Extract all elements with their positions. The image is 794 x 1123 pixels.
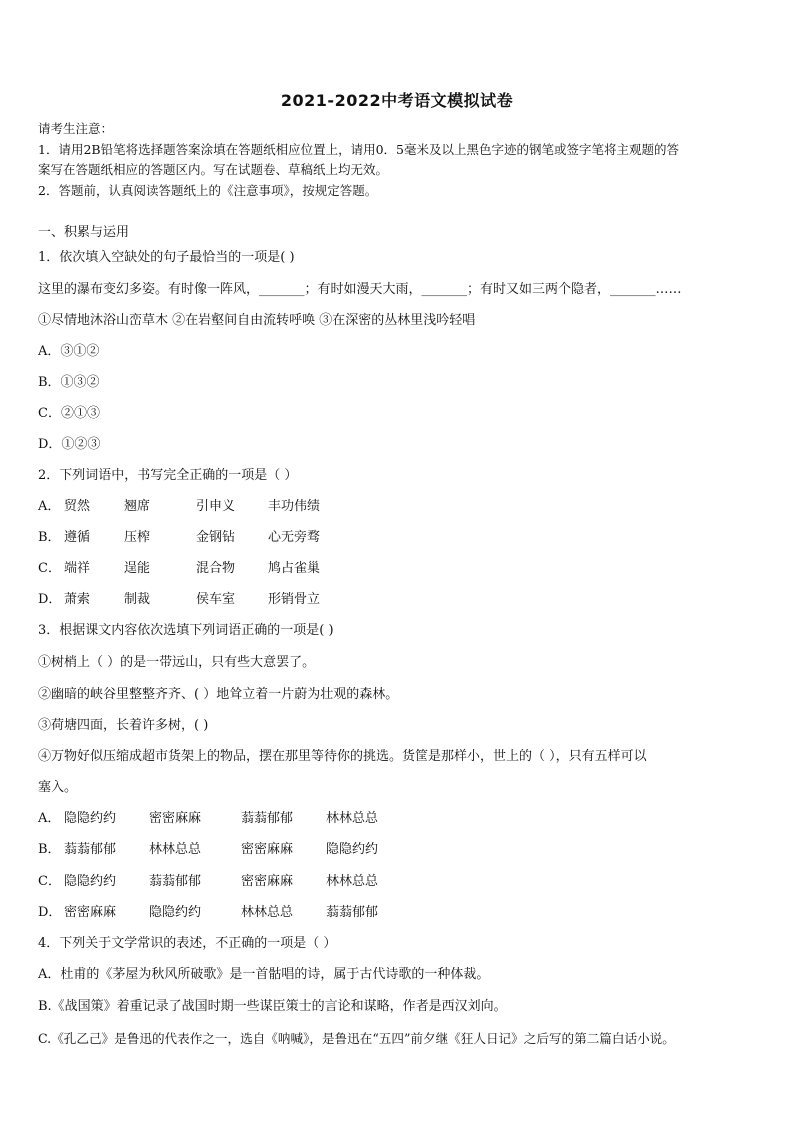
q1-passage: 这里的瀑布变幻多姿。有时像一阵风，_______；有时如漫天大雨，_______；有时又如三两个隐者，_______…… xyxy=(38,282,682,297)
option-word: 林林总总 xyxy=(149,842,202,857)
option-word: 密密麻麻 xyxy=(149,811,202,826)
q4-option-b: B.《战国策》着重记录了战国时期一些谋臣策士的言论和谋略，作者是西汉刘向。 xyxy=(38,999,507,1014)
q3-option-a xyxy=(38,811,378,827)
option-word: 压榨 xyxy=(124,530,151,545)
q3-option-d xyxy=(38,905,378,921)
option-label: A． xyxy=(38,811,61,826)
option-word: 端祥 xyxy=(64,561,91,576)
q2-stem: 2．下列词语中，书写完全正确的一项是（ ） xyxy=(38,468,298,483)
option-label: B． xyxy=(38,842,61,857)
option-word: 鸠占雀巢 xyxy=(268,561,321,576)
q3-option-b xyxy=(38,842,378,858)
q3-sentence-4a: ④万物好似压缩成超市货架上的物品，摆在那里等待你的挑选。货筐是那样小，世上的（ ），只有五样可以 xyxy=(38,749,647,764)
option-word: 蓊蓊郁郁 xyxy=(241,811,294,826)
q2-option-c xyxy=(38,561,320,577)
option-word: 密密麻麻 xyxy=(241,874,294,889)
section-heading: 一、积累与运用 xyxy=(38,225,130,240)
option-word: 侯车室 xyxy=(196,592,236,607)
option-word: 隐隐约约 xyxy=(64,874,117,889)
option-label: C． xyxy=(38,874,61,889)
option-word: 蓊蓊郁郁 xyxy=(149,874,202,889)
option-word: 隐隐约约 xyxy=(326,842,379,857)
option-word: 形销骨立 xyxy=(268,592,321,607)
option-word: 遵循 xyxy=(64,530,91,545)
option-label: D． xyxy=(38,592,62,607)
notice-line-1a: 1．请用2B铅笔将选择题答案涂填在答题纸相应位置上，请用0．5毫米及以上黑色字迹的钢笔或签字笔将主观题的答 xyxy=(38,142,679,157)
q3-sentence-2: ②幽暗的峡谷里整整齐齐、( ）地耸立着一片蔚为壮观的森林。 xyxy=(38,687,399,702)
option-word: 丰功伟绩 xyxy=(268,499,321,514)
q1-phrases: ①尽情地沐浴山峦草木 ②在岩壑间自由流转呼唤 ③在深密的丛林里浅吟轻唱 xyxy=(38,313,476,328)
option-word: 密密麻麻 xyxy=(241,842,294,857)
option-word: 翘席 xyxy=(124,499,151,514)
q4-option-a: A．杜甫的《茅屋为秋风所破歌》是一首骷唱的诗，属于古代诗歌的一种体裁。 xyxy=(38,967,490,982)
q1-option-d: D．①②③ xyxy=(38,437,101,452)
option-word: 蓊蓊郁郁 xyxy=(326,905,379,920)
exam-title: 2021-2022中考语文模拟试卷 xyxy=(280,91,514,110)
q2-option-a xyxy=(38,499,320,515)
option-word: 金钢钻 xyxy=(196,530,236,545)
q3-sentence-4b: 塞入。 xyxy=(38,780,78,795)
option-word: 隐隐约约 xyxy=(64,811,117,826)
option-word: 引申义 xyxy=(196,499,236,514)
notice-line-2: 2．答题前，认真阅读答题纸上的《注意事项》，按规定答题。 xyxy=(38,183,378,198)
option-label: A． xyxy=(38,499,61,514)
notice-line-1b: 案写在答题纸相应的答题区内。写在试题卷、草稿纸上均无效。 xyxy=(38,162,389,177)
option-word: 萧索 xyxy=(64,592,91,607)
option-word: 蓊蓊郁郁 xyxy=(64,842,117,857)
q1-option-a: A．③①② xyxy=(38,344,100,359)
option-word: 混合物 xyxy=(196,561,236,576)
option-label: C． xyxy=(38,561,61,576)
option-word: 逞能 xyxy=(124,561,151,576)
q1-stem: 1．依次填入空缺处的句子最恰当的一项是( ) xyxy=(38,250,295,265)
option-word: 林林总总 xyxy=(241,905,294,920)
q4-stem: 4．下列关于文学常识的表述，不正确的一项是（ ） xyxy=(38,936,337,951)
option-word: 林林总总 xyxy=(326,811,379,826)
option-word: 密密麻麻 xyxy=(64,905,117,920)
option-word: 心无旁骛 xyxy=(268,530,321,545)
q1-option-b: B．①③② xyxy=(38,375,100,390)
option-word: 贸然 xyxy=(64,499,91,514)
option-label: B． xyxy=(38,530,61,545)
option-word: 林林总总 xyxy=(326,874,379,889)
q2-option-b xyxy=(38,530,320,546)
q3-stem: 3．根据课文内容依次选填下列词语正确的一项是( ) xyxy=(38,623,334,638)
q3-option-c xyxy=(38,874,378,890)
q1-option-c: C．②①③ xyxy=(38,406,100,421)
q3-sentence-3: ③荷塘四面，长着许多树，( ) xyxy=(38,718,209,733)
q2-option-d xyxy=(38,592,320,608)
option-word: 制裁 xyxy=(124,592,151,607)
option-word: 隐隐约约 xyxy=(149,905,202,920)
q3-sentence-1: ①树梢上（ ）的是一带远山，只有些大意罢了。 xyxy=(38,655,316,670)
notice-heading: 请考生注意： xyxy=(38,121,114,136)
q4-option-c: C.《孔乙己》是鲁迅的代表作之一，选自《呐喊》，是鲁迅在“五四”前夕继《狂人日记》之后写的第二篇白话小说。 xyxy=(38,1031,675,1046)
option-label: D． xyxy=(38,905,62,920)
